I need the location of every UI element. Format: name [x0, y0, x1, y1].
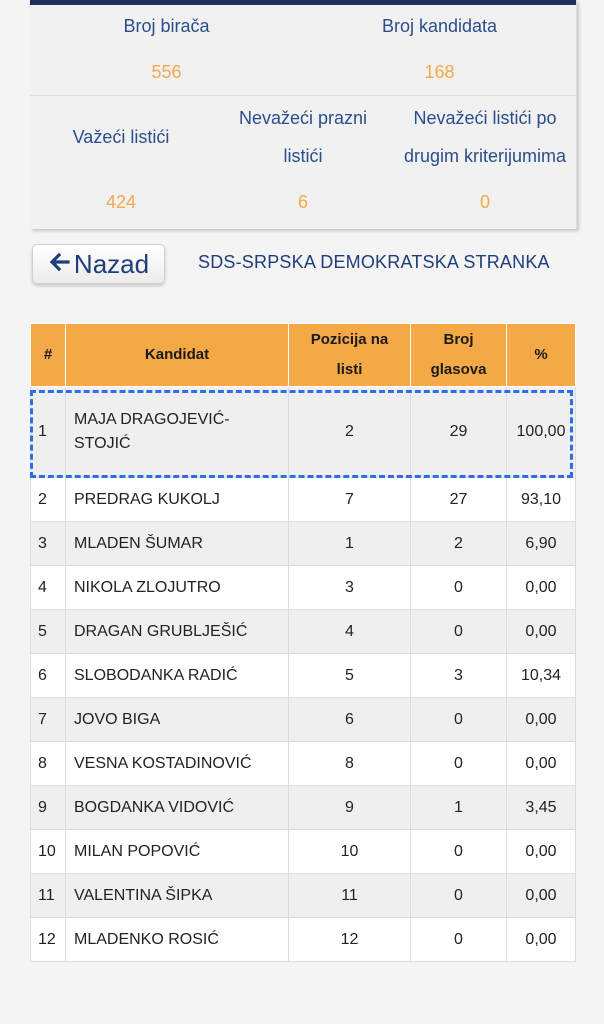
- row-candidate-line1: MAJA DRAGOJEVIĆ-: [74, 411, 230, 428]
- row-num: 7: [31, 698, 66, 742]
- row-votes: 0: [411, 610, 507, 654]
- row-percent: 0,00: [507, 566, 576, 610]
- row-num: 9: [31, 786, 66, 830]
- stats-panel: [30, 0, 577, 229]
- stats-divider: [30, 95, 576, 96]
- table-row[interactable]: [31, 566, 576, 610]
- party-title: SDS-SRPSKA DEMOKRATSKA STRANKA: [198, 252, 550, 272]
- table-header-row: [31, 324, 576, 387]
- header-position[interactable]: [289, 324, 411, 387]
- invalid-other-value: 0: [479, 192, 490, 212]
- table-row[interactable]: [31, 478, 576, 522]
- row-votes: 29: [411, 387, 507, 478]
- row-position: 2: [289, 387, 411, 478]
- row-candidate: MLADEN ŠUMAR: [66, 522, 289, 566]
- row-num: 5: [31, 610, 66, 654]
- invalid-empty-value: 6: [297, 192, 308, 212]
- row-percent: 3,45: [507, 786, 576, 830]
- row-num: 11: [31, 874, 66, 918]
- header-votes-line1: Broj: [443, 331, 474, 348]
- row-votes: 3: [411, 654, 507, 698]
- row-num: 10: [31, 830, 66, 874]
- row-position: 7: [289, 478, 411, 522]
- row-percent: 0,00: [507, 742, 576, 786]
- back-button[interactable]: [32, 244, 165, 284]
- table-row[interactable]: [31, 918, 576, 962]
- header-num[interactable]: #: [31, 324, 66, 387]
- row-position: 10: [289, 830, 411, 874]
- row-position: 1: [289, 522, 411, 566]
- row-candidate: MLADENKO ROSIĆ: [66, 918, 289, 962]
- row-candidate: VALENTINA ŠIPKA: [66, 874, 289, 918]
- row-percent: 0,00: [507, 918, 576, 962]
- row-votes: 2: [411, 522, 507, 566]
- row-candidate: JOVO BIGA: [66, 698, 289, 742]
- top-bar: [30, 0, 576, 5]
- table-row[interactable]: [31, 522, 576, 566]
- arrow-left-icon: [48, 249, 74, 280]
- row-candidate: NIKOLA ZLOJUTRO: [66, 566, 289, 610]
- row-num: 1: [31, 387, 66, 478]
- row-candidate: DRAGAN GRUBLJEŠIĆ: [66, 610, 289, 654]
- table-row[interactable]: [31, 830, 576, 874]
- invalid-empty-label-line1: Nevažeći prazni: [238, 108, 368, 128]
- table-row[interactable]: [31, 610, 576, 654]
- row-votes: 0: [411, 874, 507, 918]
- table-row[interactable]: [31, 698, 576, 742]
- row-percent: 0,00: [507, 698, 576, 742]
- row-num: 2: [31, 478, 66, 522]
- row-candidate: SLOBODANKA RADIĆ: [66, 654, 289, 698]
- candidates-label: Broj kandidata: [381, 16, 498, 36]
- table-row[interactable]: [31, 786, 576, 830]
- row-num: 8: [31, 742, 66, 786]
- row-votes: 0: [411, 566, 507, 610]
- row-num: 4: [31, 566, 66, 610]
- row-votes: 0: [411, 918, 507, 962]
- row-position: 9: [289, 786, 411, 830]
- row-votes: 0: [411, 830, 507, 874]
- row-percent: 0,00: [507, 874, 576, 918]
- invalid-empty-label-line2: listići: [283, 146, 323, 166]
- valid-ballots-label: Važeći listići: [72, 127, 170, 147]
- row-candidate: VESNA KOSTADINOVIĆ: [66, 742, 289, 786]
- row-candidate: MILAN POPOVIĆ: [66, 830, 289, 874]
- row-position: 4: [289, 610, 411, 654]
- invalid-other-label-line1: Nevažeći listići po: [413, 108, 557, 128]
- row-num: 3: [31, 522, 66, 566]
- header-position-line1: Pozicija na: [310, 331, 389, 348]
- row-percent: 0,00: [507, 610, 576, 654]
- candidates-value: 168: [424, 62, 455, 82]
- header-position-line2: listi: [336, 361, 363, 378]
- row-votes: 0: [411, 742, 507, 786]
- row-position: 3: [289, 566, 411, 610]
- row-position: 8: [289, 742, 411, 786]
- row-position: 6: [289, 698, 411, 742]
- invalid-other-label-line2: drugim kriterijumima: [403, 146, 567, 166]
- results-table: [30, 323, 576, 962]
- row-position: 5: [289, 654, 411, 698]
- table-row[interactable]: [31, 654, 576, 698]
- row-candidate: [66, 387, 289, 478]
- row-percent: 100,00: [507, 387, 576, 478]
- header-votes-line2: glasova: [430, 361, 487, 378]
- voters-value: 556: [151, 62, 182, 82]
- row-votes: 1: [411, 786, 507, 830]
- table-row[interactable]: [31, 742, 576, 786]
- row-percent: 6,90: [507, 522, 576, 566]
- valid-ballots-value: 424: [105, 192, 137, 212]
- header-candidate[interactable]: Kandidat: [66, 324, 289, 387]
- back-button-label: Nazad: [73, 248, 150, 279]
- row-candidate: BOGDANKA VIDOVIĆ: [66, 786, 289, 830]
- header-votes[interactable]: [411, 324, 507, 387]
- row-percent: 10,34: [507, 654, 576, 698]
- row-candidate-line2: STOJIĆ: [74, 435, 131, 452]
- row-percent: 93,10: [507, 478, 576, 522]
- header-percent[interactable]: %: [507, 324, 576, 387]
- table-row[interactable]: [31, 874, 576, 918]
- row-num: 12: [31, 918, 66, 962]
- row-percent: 0,00: [507, 830, 576, 874]
- row-candidate: PREDRAG KUKOLJ: [66, 478, 289, 522]
- row-votes: 27: [411, 478, 507, 522]
- row-position: 12: [289, 918, 411, 962]
- voters-label: Broj birača: [123, 16, 210, 36]
- row-num: 6: [31, 654, 66, 698]
- row-votes: 0: [411, 698, 507, 742]
- row-position: 11: [289, 874, 411, 918]
- table-row[interactable]: [31, 387, 576, 478]
